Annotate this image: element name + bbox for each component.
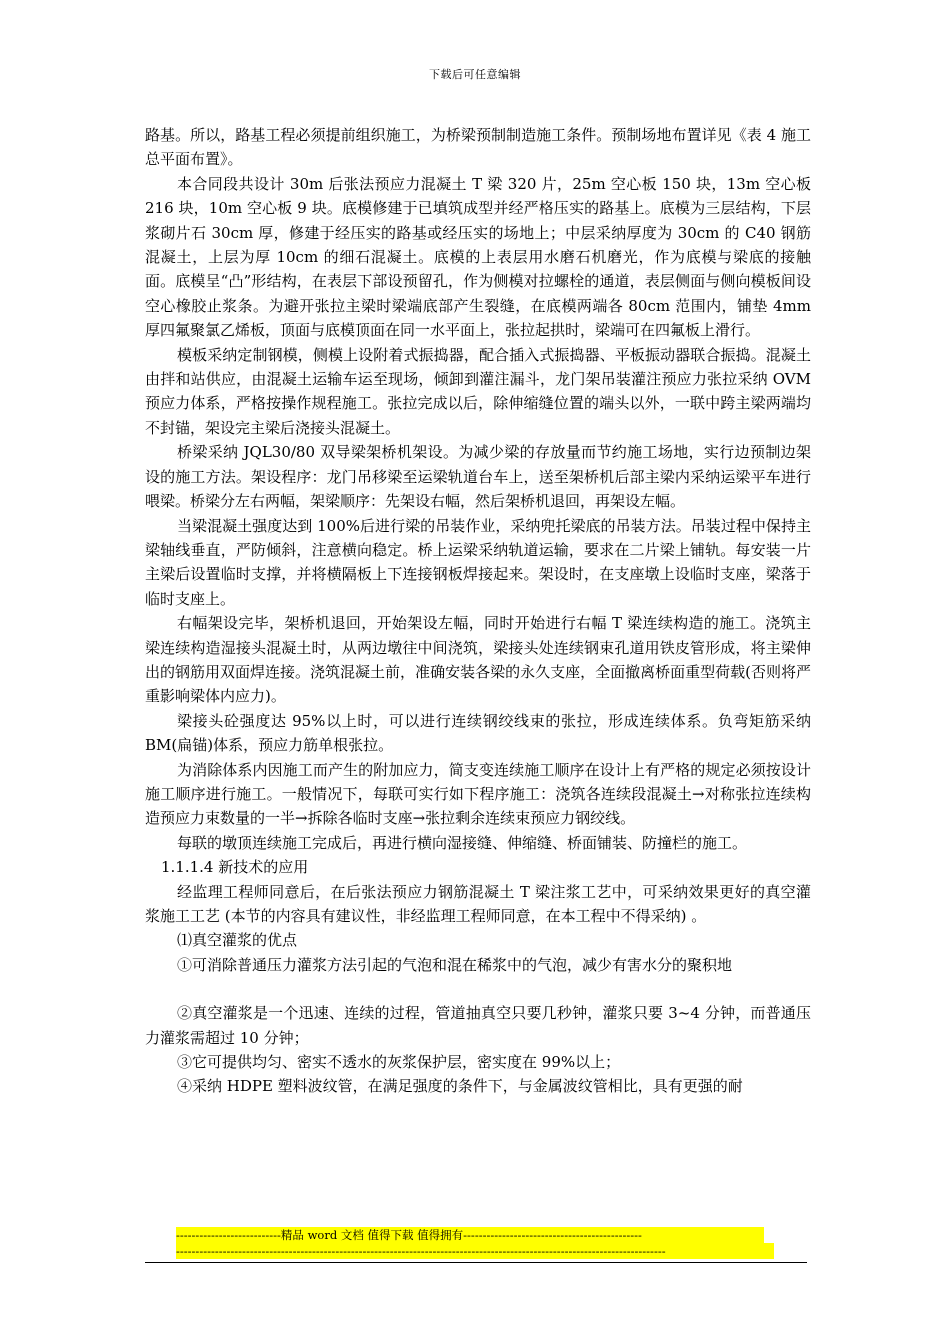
blank-line (145, 977, 811, 1001)
list-item: ③它可提供均匀、密实不透水的灰浆保护层，密实度在 99%以上； (177, 1053, 621, 1072)
paragraph-continuous-structure: 右幅架设完毕，架桥机退回，开始架设左幅，同时开始进行右幅 T 梁连续构造的施工。浇筑主梁连续构造湿接头混凝土时，从两边墩往中间浇筑，梁接头处连续钢束孔道用铁皮管形成，将主梁伸出的钢筋用双面焊连接。浇筑混凝土前，准确安装各梁的永久支座，全面撤离桥面重型荷载(否则将严重影响梁体内应力)。 (145, 614, 811, 706)
list-item: ①可消除普通压力灌浆方法引起的气泡和混在稀浆中的气泡，减少有害水分的聚积地 (177, 955, 733, 974)
paragraph-hoisting: 当梁混凝土强度达到 100%后进行梁的吊装作业，采纳兜托梁底的吊装方法。吊装过程中保持主梁轴线垂直，严防倾斜，注意横向稳定。桥上运梁采纳轨道运输，要求在二片梁上铺轨。每安装一片主梁后设置临时支撑，并将横隔板上下连接钢板焊接起来。架设时，在支座墩上设临时支座，梁落于临时支座上。 (145, 516, 811, 608)
section-intro: 经监理工程师同意后，在后张法预应力钢筋混凝土 T 梁注浆工艺中，可采纳效果更好的真空灌浆施工工艺 (本节的内容具有建议性，非经监理工程师同意，在本工程中不得采纳) 。 (145, 882, 811, 925)
list-item: ②真空灌浆是一个迅速、连续的过程，管道抽真空只要几秒钟，灌浆只要 3~4 分钟，而普通压力灌浆需超过 10 分钟； (145, 1004, 811, 1047)
footer-dash-line: ------------------------------------------------------------------------------------------------------------------------------ (176, 1243, 774, 1259)
paragraph-deck-works: 每联的墩顶连续施工完成后，再进行横向湿接缝、伸缩缝、桥面铺装、防撞栏的施工。 (177, 833, 748, 852)
page-header: 下载后可任意编辑 (429, 68, 521, 81)
paragraph-construction-sequence: 为消除体系内因施工而产生的附加应力，简支变连续施工顺序在设计上有严格的规定必须按设计施工顺序进行施工。一般情况下，每联可实行如下程序施工：浇筑各连续段混凝土→对称张拉连续构造预应力束数量的一半→拆除各临时支座→张拉剩余连续束预应力钢绞线。 (145, 760, 811, 828)
list-item: ④采纳 HDPE 塑料波纹管，在满足强度的条件下，与金属波纹管相比，具有更强的耐 (177, 1077, 743, 1096)
paragraph-continued: 路基。所以，路基工程必须提前组织施工，为桥梁预制制造施工条件。预制场地布置详见《表 4 施工总平面布置》。 (145, 126, 811, 169)
paragraph-tensioning: 梁接头砼强度达 95%以上时，可以进行连续钢绞线束的张拉，形成连续体系。负弯矩筋采纳 BM(扁锚)体系，预应力筋单根张拉。 (145, 711, 811, 755)
section-heading: 1.1.1.4 新技术的应用 (161, 858, 309, 877)
footer-banner-line: ---------------------------精品 word 文档 值得下载 值得拥有---------------------------------------------- (176, 1227, 764, 1243)
footer-divider (145, 1262, 807, 1263)
paragraph-steel-formwork: 模板采纳定制钢模，侧模上设附着式振捣器，配合插入式振捣器、平板振动器联合振捣。混凝土由拌和站供应，由混凝土运输车运至现场，倾卸到灌注漏斗，龙门架吊装灌注预应力张拉采纳 OVM 预应力体系，严格按操作规程施工。张拉完成以后，除伸缩缝位置的端头以外，一联中跨主梁两端均不封锚，架设完主梁后浇接头混凝土。 (145, 345, 811, 437)
list-title: ⑴真空灌浆的优点 (177, 931, 298, 950)
paragraph-t-beam-formwork: 本合同段共设计 30m 后张法预应力混凝土 T 梁 320 片，25m 空心板 150 块，13m 空心板 216 块，10m 空心板 9 块。底模修建于已填筑成型并经严格压实的路基上。底模为三层结构，下层浆砌片石 30cm 厚，修建于经压实的路基或经压实的场地上；中层采纳厚度为 30cm 的 C40 钢筋混凝土，上层为厚 10cm 的细石混凝土。底模的上表层用水磨石机磨光，作为底模与梁底的接触面。底模呈“凸”形结构，在表层下部设预留孔，作为侧模对拉螺栓的通道，表层侧面与侧向模板间设空心橡胶止浆条。为避开张拉主梁时梁端底部产生裂缝，在底模两端各 80cm 范围内，铺垫 4mm 厚四氟聚氯乙烯板，顶面与底模顶面在同一水平面上，张拉起拱时，梁端可在四氟板上滑行。 (145, 174, 811, 340)
watermark-footer (176, 1227, 774, 1259)
document-body (145, 123, 811, 1099)
paragraph-bridge-erection: 桥梁采纳 JQL30/80 双导梁架桥机架设。为减少梁的存放量而节约施工场地，实行边预制边架设的施工方法。架设程序：龙门吊移梁至运梁轨道台车上，送至架桥机后部主梁内采纳运梁平车进行喂梁。桥梁分左右两幅，架梁顺序：先架设右幅，然后架桥机退回，再架设左幅。 (145, 443, 811, 511)
